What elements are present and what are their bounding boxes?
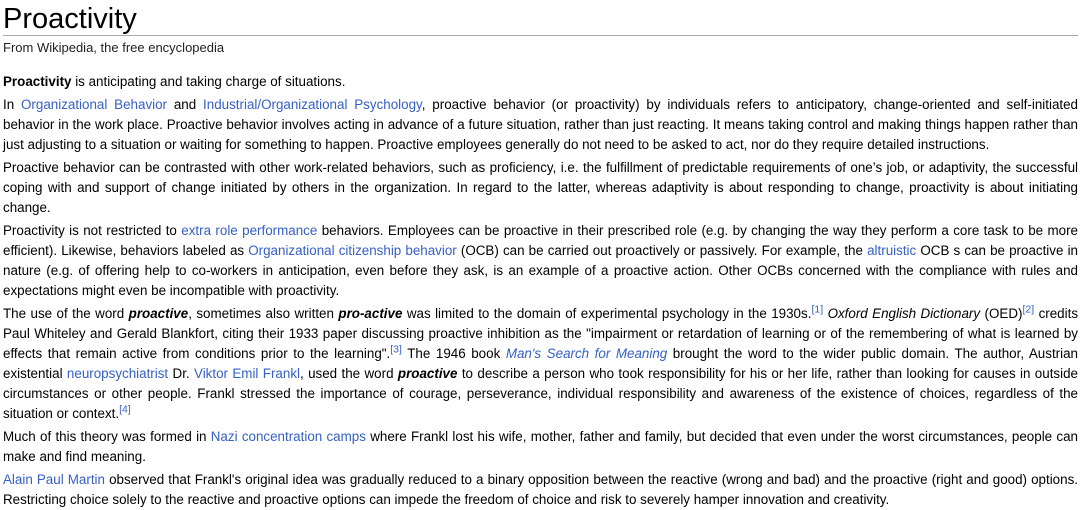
reference-marker [811,304,823,316]
wiki-link[interactable]: extra role performance [181,223,318,238]
wiki-link[interactable]: Organizational Behavior [21,97,168,112]
text-segment: behaviors. Employees can be proactive in their prescribed role (e.g. by changing the way they perform a core task to be more efficient). Likewise, behaviors labeled as [3,223,1078,258]
text-segment: (OCB) can be carried out proactively or passively. For example, the [456,243,868,258]
reference-link[interactable]: [2] [1022,303,1035,316]
text-segment: , proactive behavior (or proactivity) by individuals refers to anticipatory, change-oriented and self-initiated behavior in the work place. Proactive behavior involves acting in advance of a future situation, rather than just reacting. It means taking control and making things happen rather than just adjusting to a situation or waiting for something to happen. Proactive employees generally do not need to be asked to act, nor do they require detailed instructions. [3,97,1079,152]
site-tagline: From Wikipedia, the free encyclopedia [3,40,225,55]
text-segment: to describe a person who took responsibility for his or her life, rather than looking for causes in outside circumstances or other people. Frankl stressed the importance of courage, perseverance, individual responsibility and awareness of the existence of choices, regardless of the situation or context. [3,366,1078,421]
text-segment: proactive [128,306,189,321]
text-segment: (OED) [980,306,1023,321]
text-segment: pro-active [338,306,403,321]
wiki-link[interactable]: neuropsychiatrist [66,366,169,381]
reference-marker [390,344,402,356]
page-title: Proactivity [3,4,1078,36]
paragraph-7 [3,470,1078,510]
wiki-link[interactable]: Nazi concentration camps [210,429,366,444]
wiki-link[interactable]: Industrial/Organizational Psychology [203,97,422,112]
article-body [3,72,1078,510]
text-segment: Proactivity is not restricted to [3,223,182,238]
paragraph-1 [3,72,1078,92]
text-segment: and [167,97,204,112]
text-segment: OCB s can be proactive in nature (e.g. of offering help to co-workers in anticipation, even before they ask, is an example of a proactive action. Other OCBs concerned with the compliance with rules and expectations might even be incompatible with proactivity. [3,243,1078,298]
paragraph-2 [3,95,1078,155]
text-segment: observed that Frankl's original idea was gradually reduced to a binary opposition between the reactive (wrong and bad) and the proactive (right and good) options. Restricting choice solely to the reactive and proactive options can impede the freedom of choice and risk to severely hamper innovation and creativity. [3,472,1078,507]
text-segment: brought the word to the wider public domain. The author, Austrian existential [3,346,1078,381]
paragraph-3 [3,158,1078,218]
text-segment: credits Paul Whiteley and Gerald Blankfort, citing their 1933 paper discussing proactive inhibition as the "impairment or retardation of learning or of the remembering of what is learned by effects that remain active from conditions prior to the learning". [3,306,1079,361]
wiki-link[interactable]: Man's Search for Meaning [505,346,668,361]
text-segment: where Frankl lost his wife, mother, father and family, but decided that even under the worst circumstances, people can make and find meaning. [3,429,1078,464]
paragraph-6 [3,427,1078,467]
wiki-link[interactable]: Alain Paul Martin [3,472,105,487]
wiki-link[interactable]: Organizational citizenship behavior [248,243,457,258]
text-segment: In [3,97,21,112]
wiki-link[interactable]: altruistic [867,243,917,258]
reference-link[interactable]: [3] [390,343,402,356]
reference-marker [119,404,131,416]
text-segment: Dr. [168,366,195,381]
reference-link[interactable]: [1] [811,303,824,316]
text-segment: Proactive behavior can be contrasted with other work-related behaviors, such as proficiency, i.e. the fulfillment of predictable requirements of one’s job, or adaptivity, the successful coping with and support of change initiated by others in the organization. In regard to the latter, whereas adaptivity is about responding to change, proactivity is about initiating change. [3,160,1078,215]
reference-marker [1022,304,1034,316]
text-segment: , sometimes also written [188,306,339,321]
text-segment: was limited to the domain of experimental psychology in the 1930s. [402,306,812,321]
text-segment: The 1946 book [401,346,506,361]
text-segment: proactive [397,366,458,381]
paragraph-4 [3,221,1078,301]
wiki-link[interactable]: Viktor Emil Frankl [194,366,300,381]
text-segment: Much of this theory was formed in [3,429,211,444]
text-segment: Proactivity [3,74,72,89]
text-segment: Oxford English Dictionary [827,306,981,321]
text-segment: , used the word [300,366,398,381]
text-segment: is anticipating and taking charge of situations. [71,74,346,89]
reference-link[interactable]: [4] [119,403,131,416]
text-segment: The use of the word [3,306,129,321]
paragraph-5 [3,304,1078,424]
